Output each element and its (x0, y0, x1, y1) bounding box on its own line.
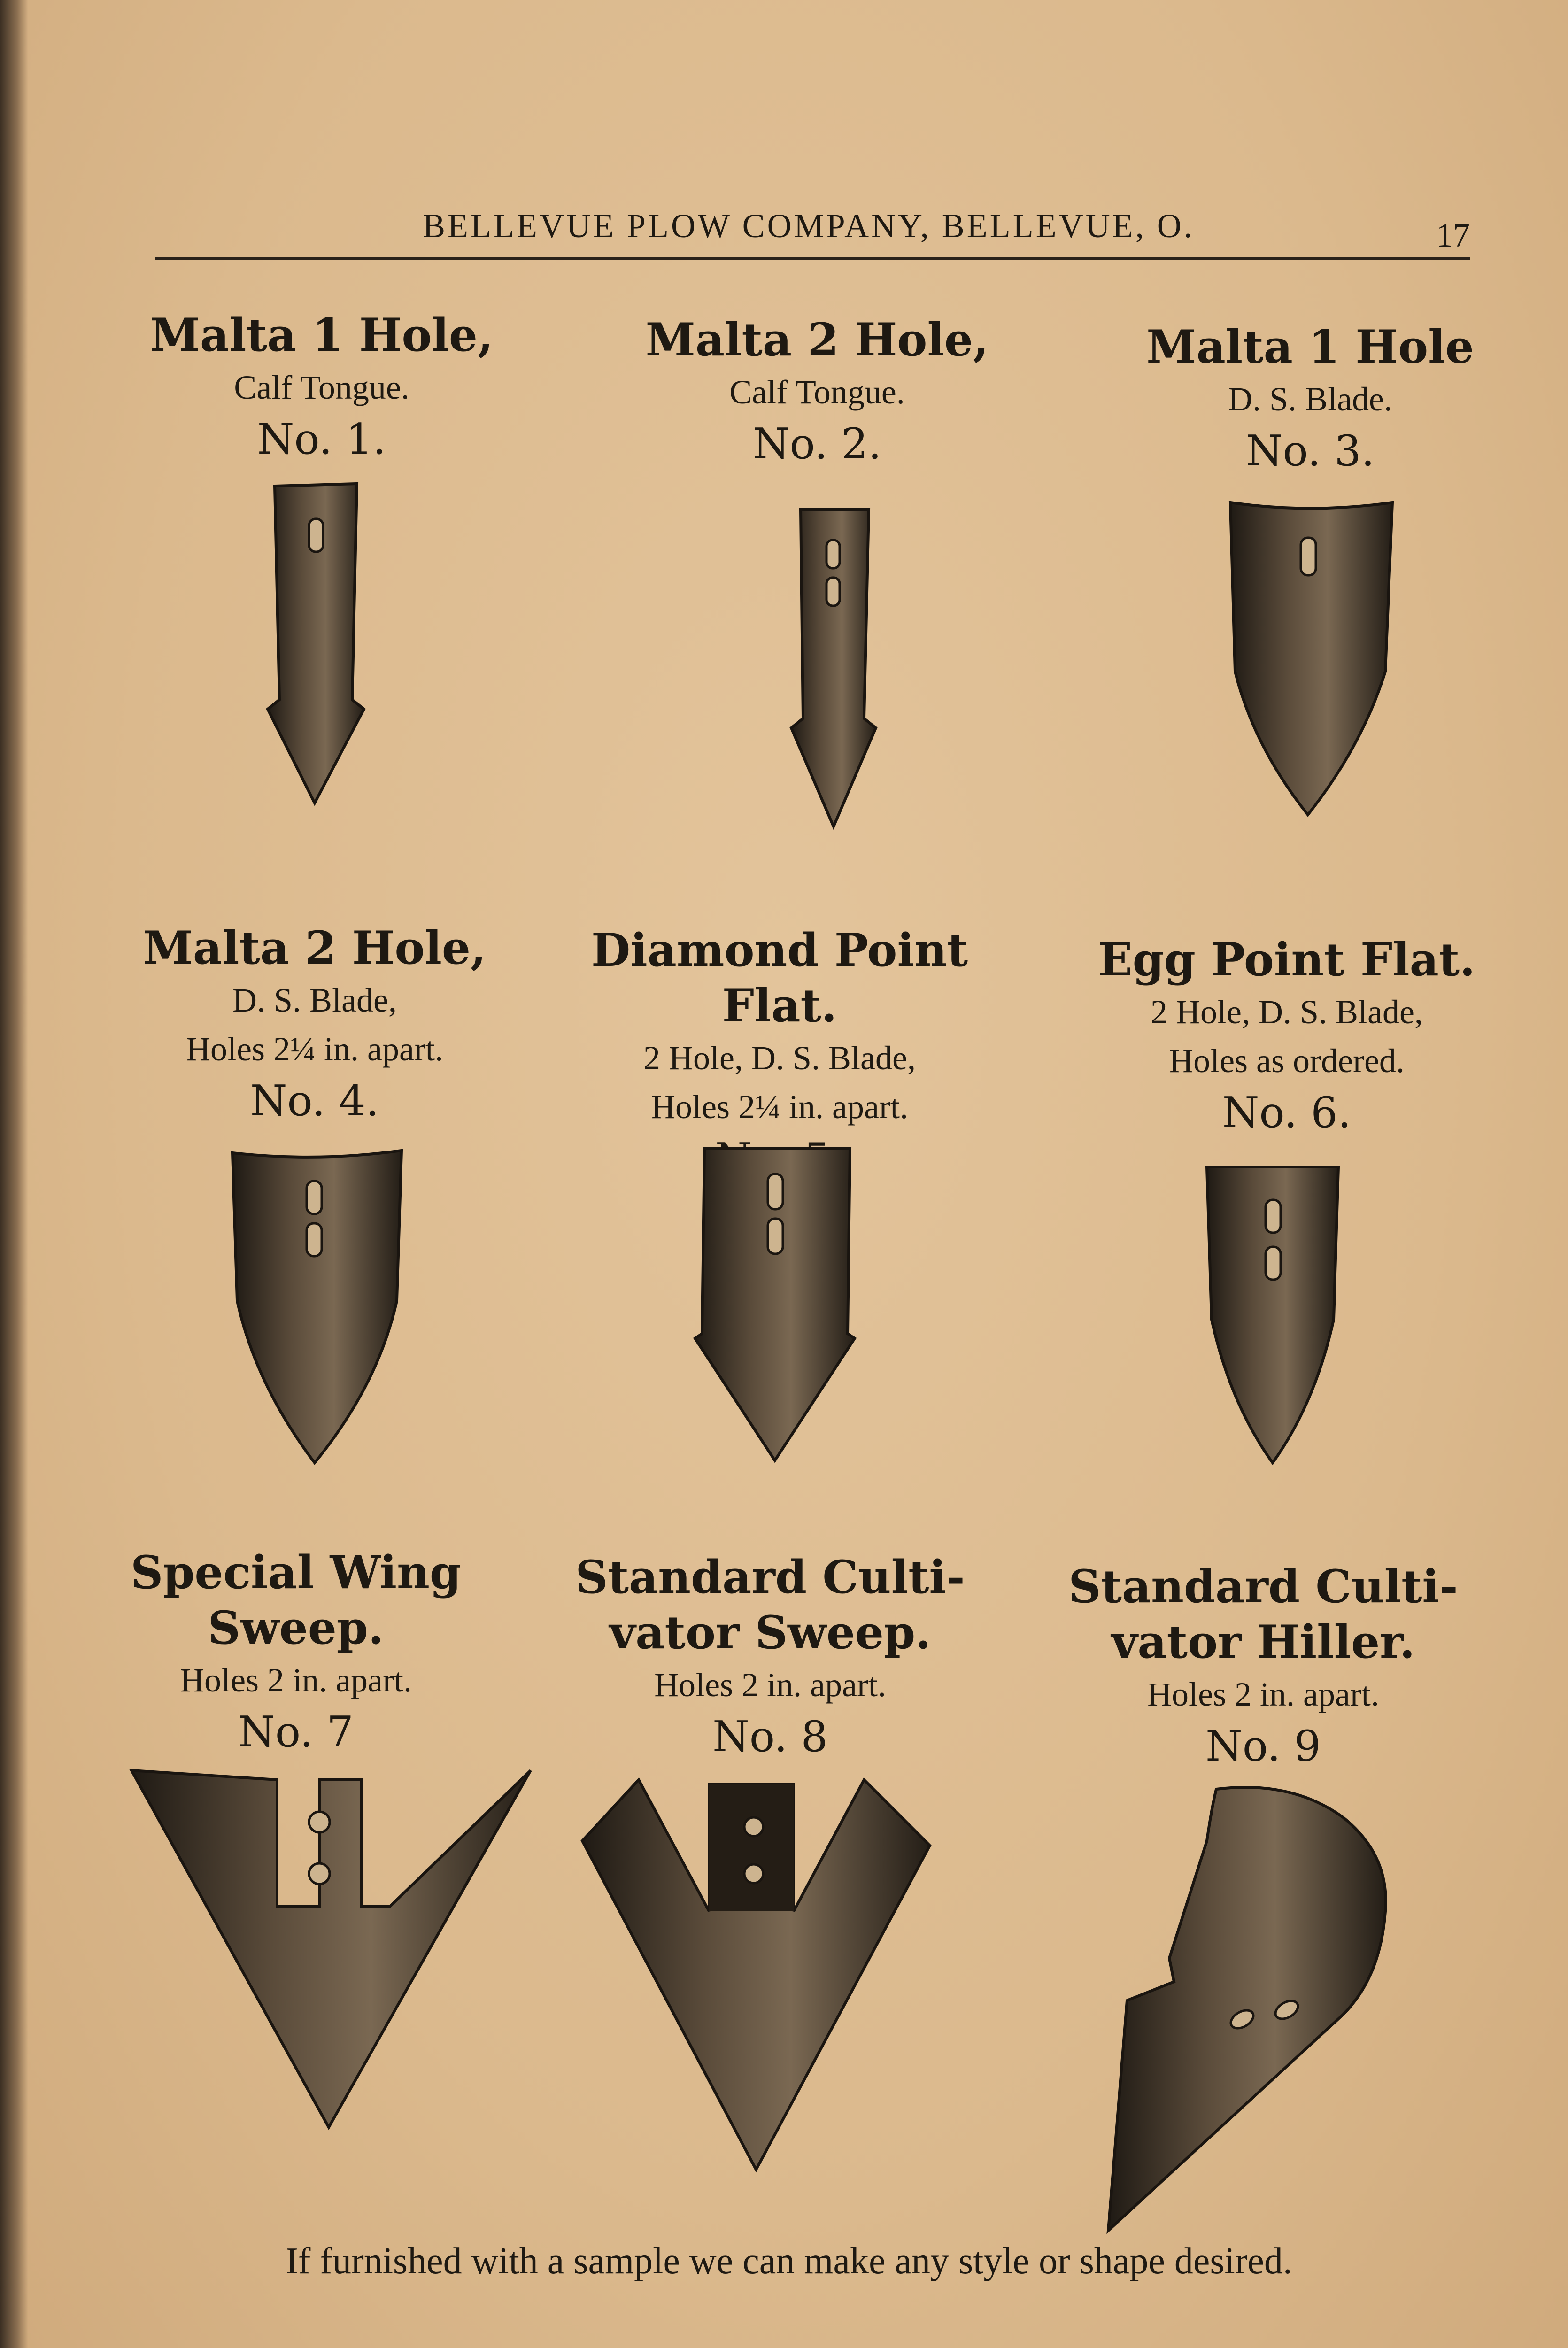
item-title-2: Sweep. (208, 1601, 384, 1654)
item-title: Malta 2 Hole, (143, 921, 487, 974)
malta-2-hole-calf-tongue-blade (780, 498, 888, 836)
item-number: No. 9 (1205, 1722, 1321, 1771)
item-title: Standard Culti- (1068, 1560, 1458, 1613)
item-subtitle: Holes 2 in. apart. (180, 1661, 412, 1699)
item-no-9 (1028, 1559, 1498, 1774)
item-title: Egg Point Flat. (1098, 933, 1475, 986)
item-subtitle: 2 Hole, D. S. Blade, (643, 1039, 916, 1077)
item-title: Standard Culti- (575, 1551, 965, 1604)
page-header (155, 197, 1470, 263)
malta-1-hole-calf-tongue-blade (254, 474, 376, 812)
item-title-2: vator Hiller. (1111, 1615, 1415, 1668)
item-subtitle-2: Holes 2¼ in. apart. (186, 1030, 443, 1068)
item-number: No. 1. (257, 415, 386, 464)
item-number: No. 8 (712, 1712, 828, 1761)
malta-2-hole-ds-blade (223, 1141, 411, 1470)
item-title-2: vator Sweep. (609, 1606, 931, 1659)
book-spine-shadow (0, 0, 28, 2348)
item-number: No. 6. (1222, 1088, 1352, 1137)
item-title: Malta 2 Hole, (645, 313, 989, 366)
item-no-6 (1052, 932, 1522, 1141)
item-title: Diamond Point Flat. (591, 924, 968, 1032)
page-number: 17 (1436, 216, 1470, 254)
header-rule (155, 257, 1470, 260)
special-wing-sweep-blade (127, 1766, 535, 2137)
standard-cultivator-sweep-blade (573, 1775, 939, 2179)
item-no-4 (80, 920, 549, 1129)
item-no-8 (535, 1550, 1005, 1765)
item-subtitle: D. S. Blade. (1228, 380, 1392, 418)
item-subtitle: Calf Tongue. (234, 369, 409, 406)
diamond-point-flat-blade (688, 1141, 866, 1470)
item-title: Malta 1 Hole, (150, 309, 494, 362)
item-subtitle-2: Holes as ordered. (1169, 1042, 1405, 1080)
item-number: No. 2. (752, 419, 882, 469)
item-subtitle: Calf Tongue. (729, 373, 905, 411)
item-no-3 (1075, 319, 1545, 479)
item-no-2 (582, 312, 1052, 472)
item-no-7 (61, 1545, 531, 1760)
item-subtitle-2: Holes 2¼ in. apart. (651, 1088, 908, 1126)
item-title: Special Wing (130, 1546, 462, 1599)
item-number: No. 7 (238, 1707, 354, 1757)
item-number: No. 3. (1245, 426, 1375, 476)
item-title: Malta 1 Hole (1146, 320, 1474, 373)
item-no-1 (87, 308, 556, 467)
item-subtitle: 2 Hole, D. S. Blade, (1151, 993, 1423, 1031)
item-number: No. 4. (250, 1076, 379, 1126)
item-subtitle: D. S. Blade, (232, 981, 397, 1019)
malta-1-hole-ds-blade (1221, 493, 1399, 822)
footer-note: If furnished with a sample we can make any style or shape desired. (286, 2240, 1292, 2282)
egg-point-flat-blade (1197, 1160, 1348, 1470)
item-subtitle: Holes 2 in. apart. (1147, 1676, 1379, 1713)
standard-cultivator-hiller-blade (1099, 1780, 1395, 2240)
header-title: BELLEVUE PLOW COMPANY, BELLEVUE, O. (423, 207, 1195, 245)
item-subtitle: Holes 2 in. apart. (654, 1666, 886, 1704)
